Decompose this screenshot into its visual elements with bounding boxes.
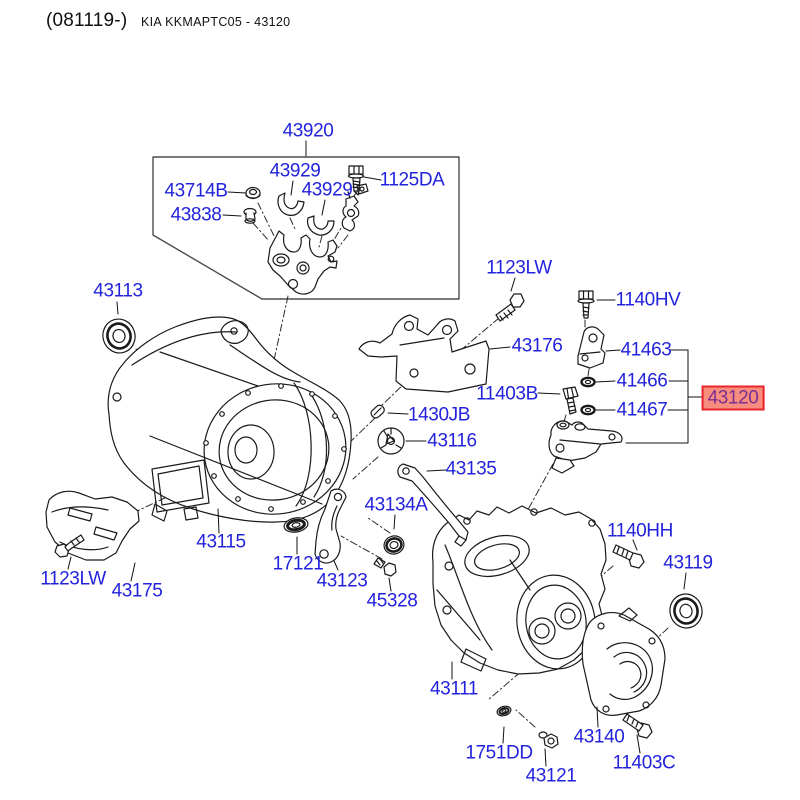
part-label-43140[interactable]: 43140 — [573, 726, 625, 748]
part-drawing-41463-bracket — [578, 327, 605, 368]
part-label-17121[interactable]: 17121 — [272, 553, 324, 575]
part-label-1751DD[interactable]: 1751DD — [465, 742, 533, 764]
part-drawing-43116-plate — [378, 428, 404, 454]
part-drawing-1123LW-bolt-upper — [496, 294, 524, 321]
part-label-1125DA[interactable]: 1125DA — [379, 169, 445, 191]
part-drawing-43113-seal — [99, 315, 140, 357]
part-label-43121[interactable]: 43121 — [525, 765, 577, 787]
part-drawing-43929-clip-1 — [278, 193, 304, 215]
part-drawing-45328-bolt — [374, 558, 396, 576]
part-drawing-1140HV-bolt — [578, 291, 594, 318]
part-drawing-11403C-bolt — [623, 714, 652, 738]
bracket-line-43120 — [626, 350, 702, 443]
part-label-43920[interactable]: 43920 — [282, 120, 334, 142]
part-label-1123LW-upper[interactable]: 1123LW — [486, 257, 552, 279]
part-label-11403B[interactable]: 11403B — [476, 383, 538, 405]
part-drawing-43920-bracket — [268, 231, 337, 294]
part-drawing-1140HH-bolt — [613, 545, 644, 568]
part-label-41463[interactable]: 41463 — [620, 339, 672, 361]
part-drawing-41466-washer — [582, 378, 595, 386]
part-drawing-43838-stopper — [244, 209, 256, 224]
part-drawing-43120-mount-bracket — [549, 421, 622, 473]
part-label-1430JB[interactable]: 1430JB — [407, 404, 471, 426]
part-label-43134A[interactable]: 43134A — [364, 494, 428, 516]
part-label-43929-2[interactable]: 43929 — [301, 179, 353, 201]
part-label-43111[interactable]: 43111 — [429, 678, 479, 700]
part-label-1123LW-lower[interactable]: 1123LW — [40, 568, 106, 590]
part-label-43176[interactable]: 43176 — [511, 335, 563, 357]
model-year-range: (081119-) — [46, 10, 128, 31]
part-label-43120-highlighted[interactable]: 43120 — [702, 386, 765, 411]
part-drawing-1751DD-washer — [496, 705, 512, 718]
part-drawing-43140-cover — [582, 608, 665, 715]
part-label-43175[interactable]: 43175 — [111, 580, 163, 602]
part-drawing-43929-clip-2 — [308, 216, 334, 235]
part-label-43123[interactable]: 43123 — [316, 570, 368, 592]
part-label-41466[interactable]: 41466 — [616, 370, 668, 392]
part-label-43714B[interactable]: 43714B — [164, 180, 228, 202]
part-label-43838[interactable]: 43838 — [170, 204, 222, 226]
part-label-43115[interactable]: 43115 — [196, 531, 246, 553]
part-drawing-43134A-seal — [382, 534, 406, 557]
part-label-43119[interactable]: 43119 — [663, 552, 713, 574]
part-drawing-11403B-bolt — [563, 387, 578, 414]
part-drawing-43176-bracket — [359, 315, 489, 392]
part-drawing-43115-case — [108, 317, 355, 524]
part-drawing-43119-seal — [666, 591, 705, 632]
part-drawing-43121-plug — [539, 732, 558, 748]
part-drawing-43714B-grommet — [246, 188, 260, 199]
part-label-41467[interactable]: 41467 — [616, 399, 668, 421]
part-drawing-1430JB-dowel — [369, 404, 385, 420]
part-label-43116[interactable]: 43116 — [427, 430, 477, 452]
part-label-43929-1[interactable]: 43929 — [269, 160, 321, 182]
part-drawing-41467-washer — [582, 406, 595, 414]
part-label-1140HV[interactable]: 1140HV — [615, 289, 681, 311]
catalog-code: KIA KKMAPTC05 - 43120 — [141, 15, 291, 29]
part-label-43135[interactable]: 43135 — [445, 458, 497, 480]
part-label-43113[interactable]: 43113 — [93, 280, 143, 302]
part-label-45328[interactable]: 45328 — [366, 590, 418, 612]
part-label-11403C[interactable]: 11403C — [612, 752, 676, 774]
part-label-1140HH[interactable]: 1140HH — [607, 520, 673, 542]
